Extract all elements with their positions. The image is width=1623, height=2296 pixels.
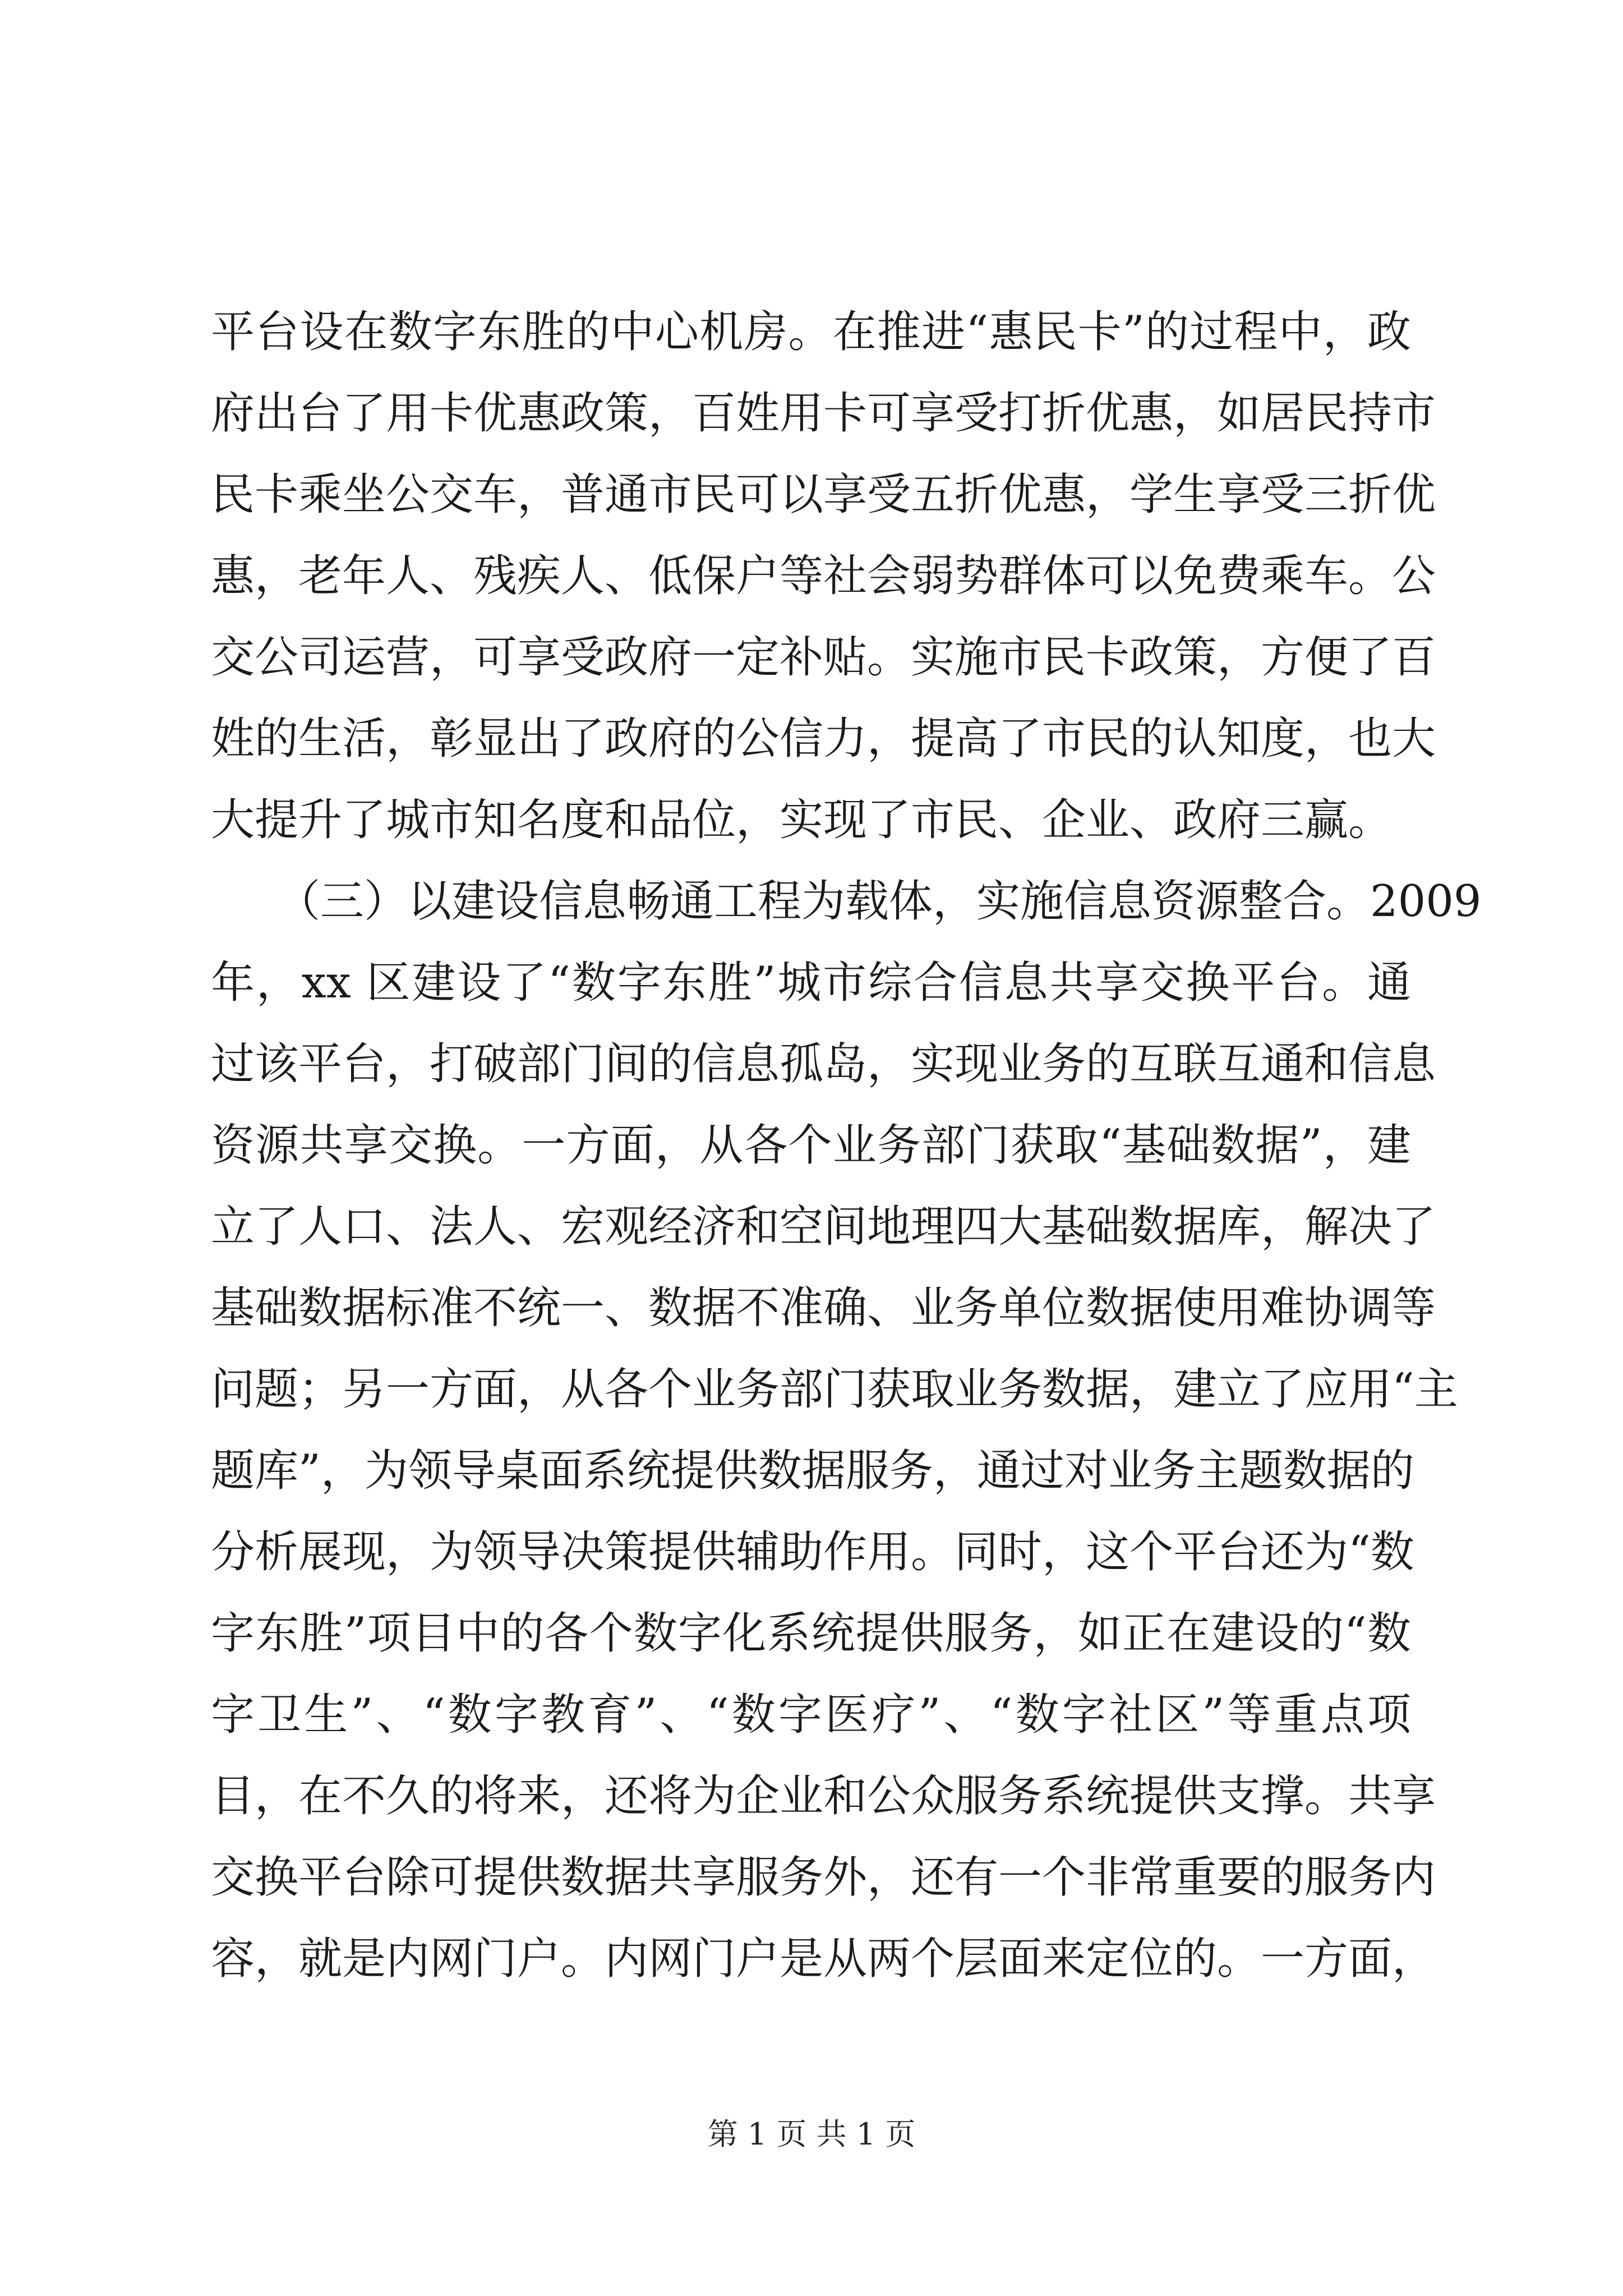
text-line: 字东胜”项目中的各个数字化系统提供服务，如正在建设的“数 <box>211 1608 1411 1659</box>
text-line: 目，在不久的将来，还将为企业和公众服务系统提供支撑。共享 <box>211 1771 1436 1821</box>
text-line: 府出台了用卡优惠政策，百姓用卡可享受打折优惠，如居民持市 <box>211 388 1436 439</box>
text-line: 字卫生”、“数字教育”、“数字医疗”、“数字社区”等重点项 <box>211 1690 1411 1740</box>
document-body <box>211 292 1482 2000</box>
text-line: （三）以建设信息畅通工程为载体，实施信息资源整合。2009 <box>211 876 1482 927</box>
text-line: 大提升了城市知名度和品位，实现了市民、企业、政府三赢。 <box>211 795 1393 845</box>
text-line: 立了人口、法人、宏观经济和空间地理四大基础数据库，解决了 <box>211 1202 1436 1252</box>
text-line: 惠，老年人、残疾人、低保户等社会弱势群体可以免费乘车。公 <box>211 551 1436 601</box>
text-line: 交换平台除可提供数据共享服务外，还有一个非常重要的服务内 <box>211 1852 1436 1903</box>
text-line: 年，xx 区建设了“数字东胜”城市综合信息共享交换平台。通 <box>211 958 1411 1008</box>
text-line: 过该平台，打破部门间的信息孤岛，实现业务的互联互通和信息 <box>211 1039 1436 1089</box>
page-footer: 第 1 页 共 1 页 <box>707 2116 916 2152</box>
text-line: 基础数据标准不统一、数据不准确、业务单位数据使用难协调等 <box>211 1283 1436 1333</box>
text-line: 容，就是内网门户。内网门户是从两个层面来定位的。一方面， <box>211 1934 1436 1984</box>
text-line: 交公司运营，可享受政府一定补贴。实施市民卡政策，方便了百 <box>211 632 1436 683</box>
text-line: 分析展现，为领导决策提供辅助作用。同时，这个平台还为“数 <box>211 1527 1414 1577</box>
text-line: 题库”，为领导桌面系统提供数据服务，通过对业务主题数据的 <box>211 1446 1414 1496</box>
text-line: 资源共享交换。一方面，从各个业务部门获取“基础数据”，建 <box>211 1120 1411 1171</box>
text-line: 平台设在数字东胜的中心机房。在推进“惠民卡”的过程中，政 <box>211 307 1411 357</box>
text-line: 姓的生活，彰显出了政府的公信力，提高了市民的认知度，也大 <box>211 714 1436 764</box>
text-line: 问题；另一方面，从各个业务部门获取业务数据，建立了应用“主 <box>211 1364 1458 1415</box>
text-line: 民卡乘坐公交车，普通市民可以享受五折优惠，学生享受三折优 <box>211 470 1436 520</box>
